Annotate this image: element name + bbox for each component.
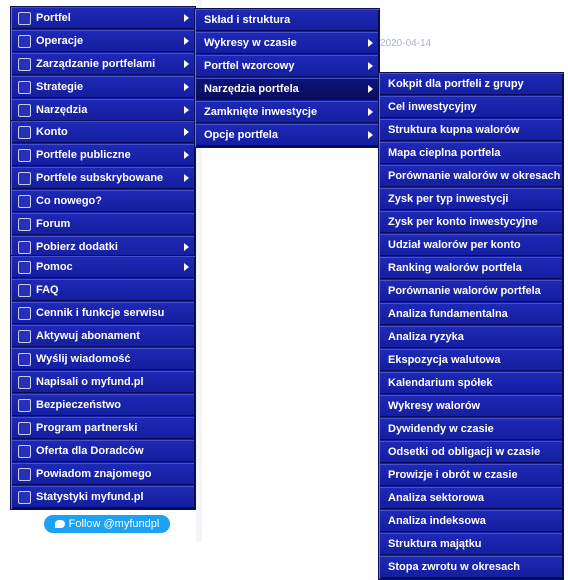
menu-item-zysk-per-konto-inwestycyjne[interactable] <box>380 211 562 233</box>
menu-item-label: Program partnerski <box>36 422 138 434</box>
menu-item-label: Powiadom znajomego <box>36 468 152 480</box>
menu-item-kokpit-dla-portfeli-z-grupy[interactable] <box>380 73 562 95</box>
menu-item-program-partnerski[interactable] <box>12 417 194 439</box>
menu-item-faq[interactable] <box>12 279 194 301</box>
menu-item-label: Cennik i funkcje serwisu <box>36 307 165 319</box>
menu-item-mapa-cieplna-portfela[interactable] <box>380 142 562 164</box>
menu-item-label: Opcje portfela <box>204 129 278 141</box>
chevron-right-icon <box>368 85 373 93</box>
menu-item-label: Bezpieczeństwo <box>36 399 121 411</box>
menu-item-analiza-ryzyka[interactable] <box>380 326 562 348</box>
menu-item-label: Udział walorów per konto <box>388 239 521 251</box>
menu-item-pomoc[interactable] <box>12 256 194 278</box>
menu-item-label: Stopa zwrotu w okresach <box>388 561 521 573</box>
wallet-icon <box>18 12 31 25</box>
subscribe-icon <box>18 172 31 185</box>
menu-item-kalendarium-spolek[interactable] <box>380 372 562 394</box>
menu-item-label: Pomoc <box>36 261 73 273</box>
menu-item-label: Kalendarium spółek <box>388 377 493 389</box>
advisor-icon <box>18 445 31 458</box>
menu-item-prowizje-i-obrot-w-czasie[interactable] <box>380 464 562 486</box>
menu-item-label: Napisali o myfund.pl <box>36 376 144 388</box>
menu-item-analiza-fundamentalna[interactable] <box>380 303 562 325</box>
menu-item-label: Analiza fundamentalna <box>388 308 508 320</box>
menu-item-porownanie-walorow-w-okresach[interactable] <box>380 165 562 187</box>
chevron-right-icon <box>184 37 189 45</box>
menu-item-konto[interactable] <box>12 121 194 143</box>
menu-item-label: Forum <box>36 218 71 230</box>
menu-item-bezpieczenstwo[interactable] <box>12 394 194 416</box>
chevron-right-icon <box>184 83 189 91</box>
chevron-right-icon <box>368 131 373 139</box>
menu-item-label: Cel inwestycyjny <box>388 101 477 113</box>
chevron-right-icon <box>368 62 373 70</box>
menu-item-stopa-zwrotu-w-okresach[interactable] <box>380 556 562 578</box>
menu-item-label: Narzędzia portfela <box>204 83 299 95</box>
pricing-icon <box>18 307 31 320</box>
menu-item-label: Mapa cieplna portfela <box>388 147 501 159</box>
menu-item-oferta-dla-doradcow[interactable] <box>12 440 194 462</box>
menu-item-cel-inwestycyjny[interactable] <box>380 96 562 118</box>
menu-item-narzedzia[interactable] <box>12 99 194 121</box>
menu-item-statystyki-myfund-pl[interactable] <box>12 486 194 508</box>
menu-item-co-nowego[interactable] <box>12 190 194 212</box>
stats-icon <box>18 491 31 504</box>
menu-item-napisali-o-myfund-pl[interactable] <box>12 371 194 393</box>
help-icon <box>18 261 31 274</box>
menu-item-label: Zysk per konto inwestycyjne <box>388 216 538 228</box>
forum-icon <box>18 218 31 231</box>
menu-item-label: Co nowego? <box>36 195 102 207</box>
twitter-bird-icon <box>55 520 65 528</box>
chevron-right-icon <box>368 39 373 47</box>
activate-icon <box>18 330 31 343</box>
menu-item-label: Prowizje i obrót w czasie <box>388 469 518 481</box>
menu-item-label: Narzędzia <box>36 104 88 116</box>
menu-item-label: Analiza indeksowa <box>388 515 486 527</box>
menu-item-label: Zysk per typ inwestycji <box>388 193 509 205</box>
menu-item-ranking-walorow-portfela[interactable] <box>380 257 562 279</box>
menu-item-label: Konto <box>36 126 68 138</box>
chevron-right-icon <box>184 263 189 271</box>
twitter-follow-button[interactable] <box>44 515 170 533</box>
menu-item-label: Wyślij wiadomość <box>36 353 131 365</box>
tools-icon <box>18 104 31 117</box>
menu-item-label: Ranking walorów portfela <box>388 262 522 274</box>
menu-item-label: Strategie <box>36 81 84 93</box>
menu-item-dywidendy-w-czasie[interactable] <box>380 418 562 440</box>
menu-item-label: Operacje <box>36 35 84 47</box>
security-icon <box>18 399 31 412</box>
menu-item-portfel-wzorcowy[interactable] <box>196 55 378 77</box>
menu-item-label: Statystyki myfund.pl <box>36 491 144 503</box>
faq-icon <box>18 284 31 297</box>
menu-item-cennik-i-funkcje-serwisu[interactable] <box>12 302 194 324</box>
chevron-right-icon <box>184 106 189 114</box>
menu-item-label: Analiza ryzyka <box>388 331 464 343</box>
download-icon <box>18 241 31 254</box>
operations-icon <box>18 35 31 48</box>
menu-item-label: Aktywuj abonament <box>36 330 140 342</box>
menu-item-label: Portfel wzorcowy <box>204 60 295 72</box>
chevron-right-icon <box>368 108 373 116</box>
menu-item-struktura-kupna-walorow[interactable] <box>380 119 562 141</box>
menu-item-label: Porównanie walorów portfela <box>388 285 541 297</box>
chevron-right-icon <box>184 14 189 22</box>
strategy-icon <box>18 81 31 94</box>
main-menu-group-1 <box>10 6 196 123</box>
menu-item-narzedzia-portfela[interactable] <box>196 78 378 100</box>
chevron-right-icon <box>184 174 189 182</box>
menu-item-aktywuj-abonament[interactable] <box>12 325 194 347</box>
menu-item-label: Kokpit dla portfeli z grupy <box>388 78 524 90</box>
menu-item-strategie[interactable] <box>12 76 194 98</box>
menu-item-zamkniete-inwestycje[interactable] <box>196 101 378 123</box>
menu-item-wyslij-wiadomosc[interactable] <box>12 348 194 370</box>
user-icon <box>18 126 31 139</box>
menu-item-zysk-per-typ-inwestycji[interactable] <box>380 188 562 210</box>
main-menu-group-3 <box>10 255 196 510</box>
menu-item-analiza-indeksowa[interactable] <box>380 510 562 532</box>
menu-item-label: FAQ <box>36 284 59 296</box>
menu-item-label: Odsetki od obligacji w czasie <box>388 446 541 458</box>
chevron-right-icon <box>184 128 189 136</box>
menu-item-udzial-walorow-per-konto[interactable] <box>380 234 562 256</box>
chevron-right-icon <box>184 60 189 68</box>
menu-item-label: Analiza sektorowa <box>388 492 484 504</box>
menu-item-wykresy-walorow[interactable] <box>380 395 562 417</box>
menu-item-label: Portfele publiczne <box>36 149 131 161</box>
press-icon <box>18 376 31 389</box>
menu-item-label: Struktura kupna walorów <box>388 124 520 136</box>
notify-icon <box>18 468 31 481</box>
twitter-follow-label: Follow @myfundpl <box>68 518 160 530</box>
menu-item-label: Portfele subskrybowane <box>36 172 164 184</box>
main-menu-group-2 <box>10 120 196 260</box>
menu-item-label: Wykresy w czasie <box>204 37 297 49</box>
info-icon <box>18 195 31 208</box>
menu-item-ekspozycja-walutowa[interactable] <box>380 349 562 371</box>
chevron-right-icon <box>184 151 189 159</box>
menu-item-label: Pobierz dodatki <box>36 241 118 253</box>
menu-item-label: Struktura majątku <box>388 538 482 550</box>
chevron-right-icon <box>184 243 189 251</box>
menu-item-operacje[interactable] <box>12 30 194 52</box>
background-date: 2020-04-14 <box>380 38 432 49</box>
menu-item-odsetki-od-obligacji-w-czasie[interactable] <box>380 441 562 463</box>
menu-item-forum[interactable] <box>12 213 194 235</box>
manage-icon <box>18 58 31 71</box>
menu-item-portfele-subskrybowane[interactable] <box>12 167 194 189</box>
menu-item-struktura-majatku[interactable] <box>380 533 562 555</box>
partner-icon <box>18 422 31 435</box>
menu-item-opcje-portfela[interactable] <box>196 124 378 146</box>
menu-item-sklad-i-struktura[interactable] <box>196 9 378 31</box>
mail-icon <box>18 353 31 366</box>
menu-item-analiza-sektorowa[interactable] <box>380 487 562 509</box>
narzedzia-portfela-submenu <box>378 72 564 580</box>
menu-item-powiadom-znajomego[interactable] <box>12 463 194 485</box>
public-icon <box>18 149 31 162</box>
menu-item-label: Skład i struktura <box>204 14 291 26</box>
menu-item-label: Dywidendy w czasie <box>388 423 494 435</box>
menu-item-label: Porównanie walorów w okresach <box>388 170 561 182</box>
menu-item-portfel[interactable] <box>12 7 194 29</box>
menu-item-label: Zamknięte inwestycje <box>204 106 318 118</box>
menu-item-zarzadzanie-portfelami[interactable] <box>12 53 194 75</box>
menu-item-label: Ekspozycja walutowa <box>388 354 501 366</box>
portfel-submenu <box>194 8 380 148</box>
menu-item-label: Oferta dla Doradców <box>36 445 144 457</box>
menu-item-wykresy-w-czasie[interactable] <box>196 32 378 54</box>
menu-item-portfele-publiczne[interactable] <box>12 144 194 166</box>
menu-item-label: Portfel <box>36 12 71 24</box>
menu-item-label: Zarządzanie portfelami <box>36 58 156 70</box>
menu-item-porownanie-walorow-portfela[interactable] <box>380 280 562 302</box>
menu-item-label: Wykresy walorów <box>388 400 481 412</box>
